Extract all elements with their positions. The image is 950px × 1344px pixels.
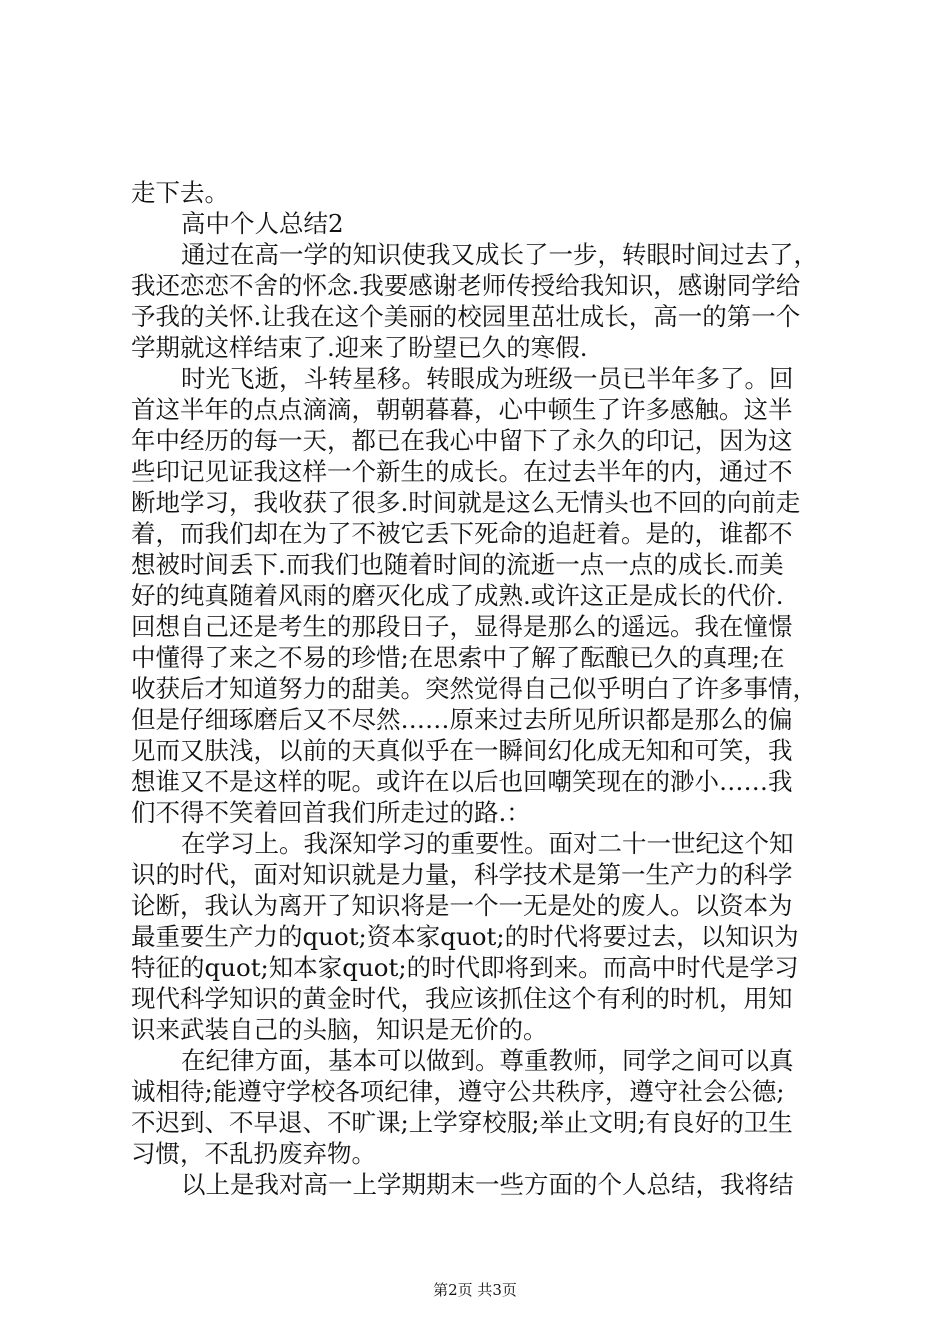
- text-line: 现代科学知识的黄金时代，我应该抓住这个有利的时机，用知: [131, 984, 793, 1013]
- text-line: 以上是我对高一上学期期末一些方面的个人总结，我将结: [181, 1170, 794, 1199]
- text-line: 识来武装自己的头脑，知识是无价的。: [131, 1015, 548, 1044]
- text-line: 们不得不笑着回首我们所走过的路.：: [131, 798, 531, 827]
- text-line: 最重要生产力的quot;资本家quot;的时代将要过去，以知识为: [131, 922, 799, 951]
- text-line: 通过在高一学的知识使我又成长了一步，转眼时间过去了，: [181, 240, 818, 269]
- page-number-footer: 第2页 共3页: [433, 1281, 517, 1299]
- text-line: 想被时间丢下.而我们也随着时间的流逝一点一点的成长.而美: [131, 550, 784, 579]
- text-line: 不迟到、不早退、不旷课;上学穿校服;举止文明;有良好的卫生: [131, 1108, 793, 1137]
- text-line: 在纪律方面，基本可以做到。尊重教师，同学之间可以真: [181, 1046, 794, 1075]
- text-line: 诚相待;能遵守学校各项纪律，遵守公共秩序，遵守社会公德;: [131, 1077, 785, 1106]
- text-line: 首这半年的点点滴滴，朝朝暮暮，心中顿生了许多感触。这半: [131, 395, 793, 424]
- text-line: 中懂得了来之不易的珍惜;在思索中了解了酝酿已久的真理;在: [131, 643, 785, 672]
- text-line: 收获后才知道努力的甜美。突然觉得自己似乎明白了许多事情，: [131, 674, 817, 703]
- section-heading: 高中个人总结2: [181, 209, 344, 238]
- text-line: 识的时代，面对知识就是力量，科学技术是第一生产力的科学: [131, 860, 793, 889]
- text-line: 想谁又不是这样的呢。或许在以后也回嘲笑现在的渺小……我: [131, 767, 793, 796]
- text-line: 我还恋恋不舍的怀念.我要感谢老师传授给我知识，感谢同学给: [131, 271, 801, 300]
- text-line: 习惯，不乱扔废弃物。: [131, 1139, 376, 1168]
- text-line: 回想自己还是考生的那段日子，显得是那么的遥远。我在憧憬: [131, 612, 793, 641]
- text-line: 些印记见证我这样一个新生的成长。在过去半年的内，通过不: [131, 457, 793, 486]
- text-line: 论断，我认为离开了知识将是一个一无是处的废人。以资本为: [131, 891, 793, 920]
- text-line: 年中经历的每一天，都已在我心中留下了永久的印记，因为这: [131, 426, 793, 455]
- text-line: 时光飞逝，斗转星移。转眼成为班级一员已半年多了。回: [181, 364, 794, 393]
- text-line: 特征的quot;知本家quot;的时代即将到来。而高中时代是学习: [131, 953, 799, 982]
- text-line: 走下去。: [131, 178, 229, 207]
- text-line: 好的纯真随着风雨的磨灭化成了成熟.或许这正是成长的代价.: [131, 581, 784, 610]
- text-line: 予我的关怀.让我在这个美丽的校园里茁壮成长，高一的第一个: [131, 302, 801, 331]
- text-line: 在学习上。我深知学习的重要性。面对二十一世纪这个知: [181, 829, 794, 858]
- text-line: 着，而我们却在为了不被它丢下死命的追赶着。是的，谁都不: [131, 519, 793, 548]
- text-line: 见而又肤浅，以前的天真似乎在一瞬间幻化成无知和可笑，我: [131, 736, 793, 765]
- text-line: 学期就这样结束了.迎来了盼望已久的寒假.: [131, 333, 588, 362]
- text-line: 但是仔细琢磨后又不尽然……原来过去所见所识都是那么的偏: [131, 705, 793, 734]
- text-line: 断地学习，我收获了很多.时间就是这么无情头也不回的向前走: [131, 488, 801, 517]
